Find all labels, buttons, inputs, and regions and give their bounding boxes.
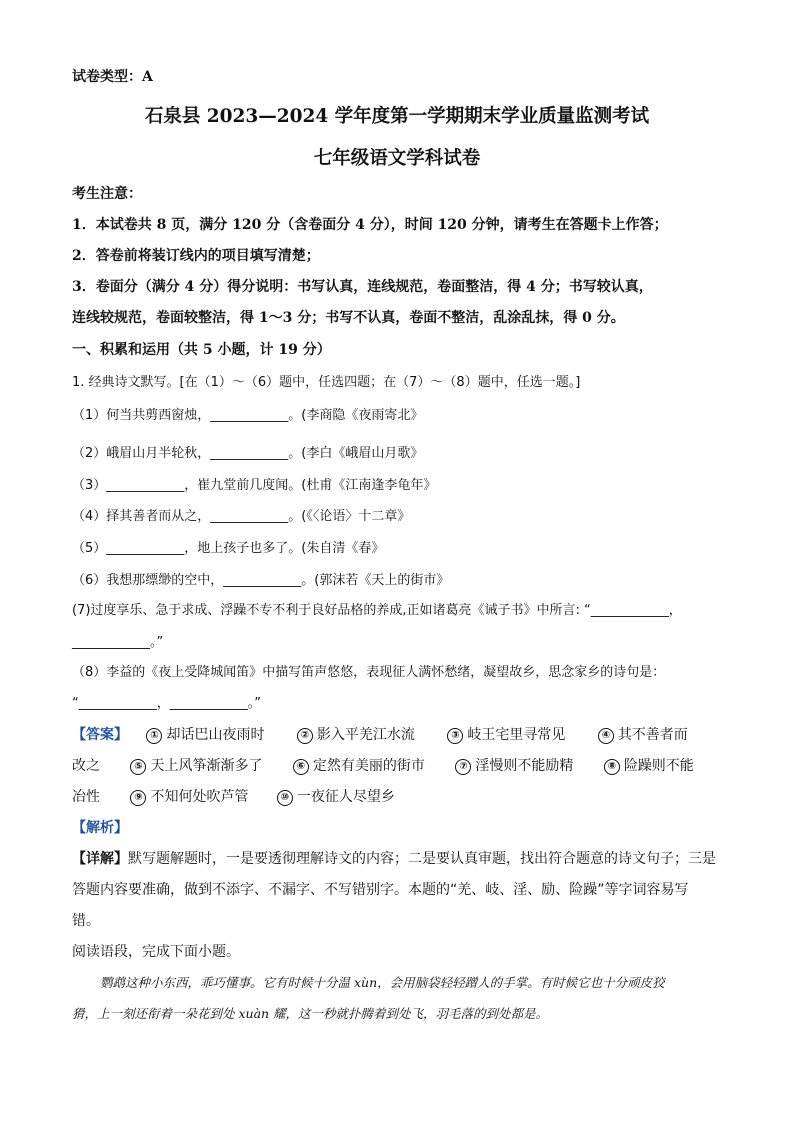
page-subtitle: 七年级语文学科试卷 <box>313 148 481 169</box>
section-heading: 一、积累和运用（共 5 小题，计 19 分） <box>72 342 331 358</box>
detail-line-3: 错。 <box>72 913 100 929</box>
answer-item: ③ 岐王宅里寻常见 <box>447 724 565 744</box>
analysis-label: 【解析】 <box>72 820 128 836</box>
detail-line-1 <box>72 848 716 868</box>
notice-item-2: 2．答卷前将装订线内的项目填写清楚； <box>72 248 320 264</box>
question-item-5: （5）____________，地上孩子也多了。(朱自清《春》 <box>72 541 385 556</box>
answer-item: ⑦ 淫慢则不能励精 <box>455 755 573 775</box>
answer-item: ⑥ 定然有美丽的街市 <box>293 755 425 775</box>
answer-line-3: 冶性 ⑨ 不知何处吹芦管 ⑩ 一夜征人尽望乡 <box>72 786 395 806</box>
question-item-3: （3）____________，崔九堂前几度闻。(杜甫《江南逢李龟年》 <box>72 478 437 493</box>
question-item-8a: （8）李益的《夜上受降城闻笛》中描写笛声悠悠，表现征人满怀愁绪，凝望故乡，思念家乡的诗句是： <box>72 665 666 680</box>
question-item-1: （1）何当共剪西窗烛，____________。(李商隐《夜雨寄北》 <box>72 408 424 423</box>
answer-item: ⑩ 一夜征人尽望乡 <box>277 786 395 806</box>
question-item-2: （2）峨眉山月半轮秋，____________。(李白《峨眉山月歌》 <box>72 446 424 461</box>
notice-item-1: 1．本试卷共 8 页，满分 120 分（含卷面分 4 分），时间 120 分钟，请考生在答题卡上作答； <box>72 217 668 233</box>
question-item-7a: (7)过度享乐、急于求成、浮躁不专不利于良好品格的养成,正如诸葛亮《诫子书》中所言: “____________， <box>72 603 682 618</box>
question-stem: 1. 经典诗文默写。[在（1）～（6）题中，任选四题；在（7）～（8）题中，任选一题。] <box>72 375 581 390</box>
reading-passage-line-2: 猾，上一刻还衔着一朵花到处 xuàn 耀，这一秒就扑腾着到处飞，羽毛落的到处都是。 <box>72 1006 549 1021</box>
question-item-8b: “____________，____________。” <box>72 696 261 711</box>
answer-line-2: 改之 ⑤ 天上风筝渐渐多了 ⑥ 定然有美丽的街市 ⑦ 淫慢则不能励精 ⑧ 险躁则不能 <box>72 755 694 775</box>
detail-line-2: 答题内容要准确，做到不添字、不漏字、不写错别字。本题的“羌、岐、淫、励、险躁”等字词容易写 <box>72 882 689 898</box>
answer-item: ② 影入平羌江水流 <box>297 724 415 744</box>
reading-intro: 阅读语段，完成下面小题。 <box>72 944 240 960</box>
notice-item-3a: 3．卷面分（满分 4 分）得分说明：书写认真，连线规范，卷面整洁，得 4 分；书写较认真， <box>72 279 653 295</box>
answer-item: ⑧ 险躁则不能 <box>604 755 694 775</box>
reading-passage-line-1: 鹦鹉这种小东西，乖巧懂事。它有时候十分温 xùn，会用脑袋轻轻蹭人的手掌。有时候它也十分顽皮狡 <box>100 975 665 990</box>
answer-item: ⑤ 天上风筝渐渐多了 <box>130 755 262 775</box>
exam-type: 试卷类型：A <box>72 69 153 85</box>
question-item-6: （6）我想那缥缈的空中，____________。(郭沫若《天上的街市》 <box>72 573 450 588</box>
answer-line-1 <box>72 724 688 744</box>
notice-heading: 考生注意： <box>72 186 142 202</box>
answer-item: ④ 其不善者而 <box>598 724 688 744</box>
notice-item-3b: 连线较规范，卷面较整洁，得 1～3 分；书写不认真，卷面不整洁，乱涂乱抹，得 0 分。 <box>72 310 625 326</box>
answer-label: 【答案】 <box>72 727 128 743</box>
detail-text: 默写题解题时，一是要透彻理解诗文的内容；二是要认真审题，找出符合题意的诗文句子；三是 <box>128 851 716 867</box>
question-item-7b: ____________。” <box>72 635 164 650</box>
page-title: 石泉县 2023—2024 学年度第一学期期末学业质量监测考试 <box>144 106 650 127</box>
answer-item: ① 却话巴山夜雨时 <box>146 724 264 744</box>
question-item-4: （4）择其善者而从之，____________。(《〈论语〉十二章》 <box>72 509 411 524</box>
detail-label: 【详解】 <box>72 851 128 867</box>
answer-item: ⑨ 不知何处吹芦管 <box>130 786 248 806</box>
